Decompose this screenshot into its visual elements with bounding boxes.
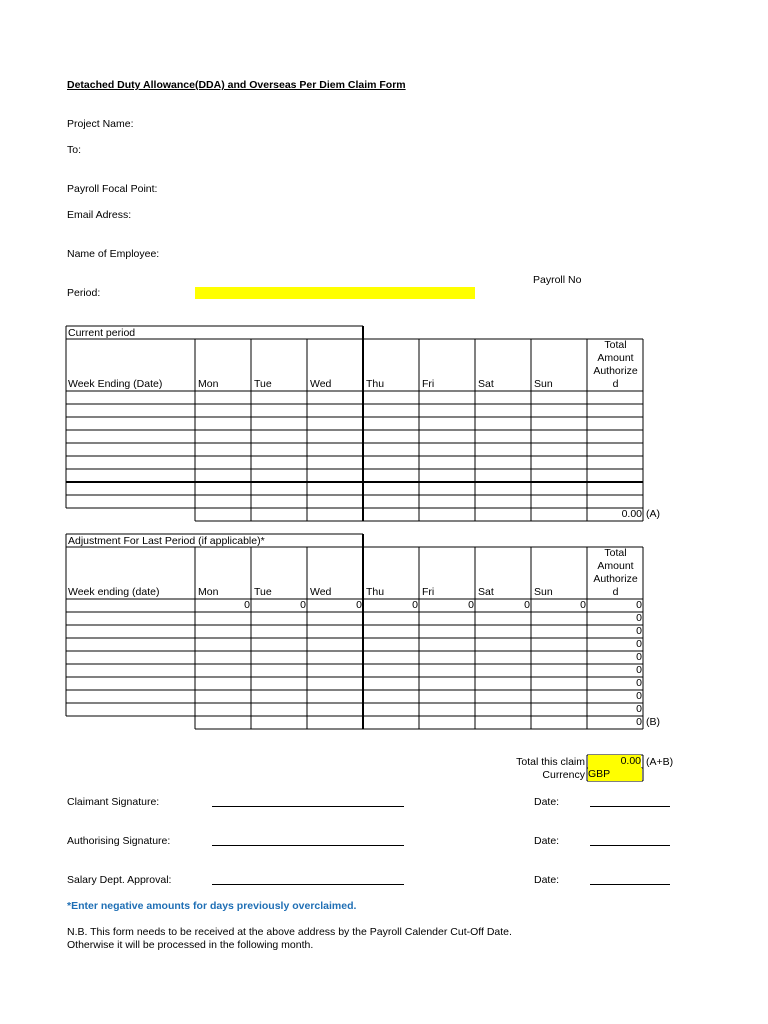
- current-header-sun: Sun: [534, 378, 553, 390]
- claimant-signature-label: Claimant Signature:: [67, 796, 160, 808]
- adjust-header-total-3: Authorize: [593, 573, 638, 585]
- currency-label: Currency: [542, 769, 585, 781]
- claimant-date-line[interactable]: [590, 796, 670, 807]
- adjust-total-row-9: 0: [636, 703, 642, 715]
- current-header-total-1: Total: [604, 339, 627, 351]
- salary-approval-line[interactable]: [212, 874, 404, 885]
- adjust-row1-wed: 0: [356, 599, 362, 611]
- adjust-header-total-4: d: [612, 586, 619, 598]
- current-header-mon: Mon: [198, 378, 219, 390]
- email-address-label: Email Adress:: [67, 209, 132, 221]
- adjust-header-tue: Tue: [254, 586, 272, 598]
- current-total-value: 0.00: [621, 508, 642, 520]
- current-header-wed: Wed: [310, 378, 332, 390]
- adjust-header-total-1: Total: [604, 547, 627, 559]
- current-header-tue: Tue: [254, 378, 272, 390]
- current-total-marker: (A): [646, 508, 660, 520]
- total-claim-marker: (A+B): [646, 756, 674, 768]
- nb-note-line-1: N.B. This form needs to be received at the above address by the Payroll Calender Cut-Off Date.: [67, 926, 512, 938]
- currency-value[interactable]: GBP: [588, 768, 642, 781]
- adjust-header-thu: Thu: [366, 586, 385, 598]
- adjust-total-row-3: 0: [636, 625, 642, 637]
- current-header-total-2: Amount: [597, 352, 634, 364]
- salary-approval-label: Salary Dept. Approval:: [67, 874, 172, 886]
- current-table-caption: Current period: [68, 327, 136, 339]
- adjust-table-caption: Adjustment For Last Period (if applicable)*: [68, 535, 265, 547]
- authorising-signature-line[interactable]: [212, 835, 404, 846]
- payroll-no-label: Payroll No: [533, 274, 582, 286]
- adjust-total-row-7: 0: [636, 677, 642, 689]
- adjust-total-row-1: 0: [636, 599, 642, 611]
- claimant-date-label: Date:: [534, 796, 560, 808]
- adjust-header-mon: Mon: [198, 586, 219, 598]
- adjust-total-row-4: 0: [636, 638, 642, 650]
- adjust-header-sun: Sun: [534, 586, 553, 598]
- authorising-date-label: Date:: [534, 835, 560, 847]
- adjust-row1-tue: 0: [300, 599, 306, 611]
- adjust-row1-sun: 0: [580, 599, 586, 611]
- form-title: Detached Duty Allowance(DDA) and Overseas Per Diem Claim Form: [67, 79, 406, 91]
- authorising-date-line[interactable]: [590, 835, 670, 846]
- current-header-sat: Sat: [478, 378, 494, 390]
- adjust-row1-mon: 0: [244, 599, 250, 611]
- adjust-header-wed: Wed: [310, 586, 332, 598]
- current-header-total-4: d: [612, 378, 619, 390]
- employee-name-label: Name of Employee:: [67, 248, 160, 260]
- adjust-total-row-2: 0: [636, 612, 642, 624]
- total-claim-value: 0.00: [588, 755, 641, 768]
- claimant-signature-line[interactable]: [212, 796, 404, 807]
- nb-note-line-2: Otherwise it will be processed in the following month.: [67, 939, 314, 951]
- adjust-header-total-2: Amount: [597, 560, 634, 572]
- total-claim-label: Total this claim: [516, 756, 585, 768]
- adjust-total-row-10: 0: [636, 716, 642, 728]
- salary-date-label: Date:: [534, 874, 560, 886]
- adjust-header-sat: Sat: [478, 586, 494, 598]
- current-header-thu: Thu: [366, 378, 385, 390]
- payroll-focal-point-label: Payroll Focal Point:: [67, 183, 158, 195]
- current-header-total-3: Authorize: [593, 365, 638, 377]
- current-header-fri: Fri: [422, 378, 435, 390]
- adjust-row1-fri: 0: [468, 599, 474, 611]
- adjust-total-row-5: 0: [636, 651, 642, 663]
- adjust-row1-thu: 0: [412, 599, 418, 611]
- salary-date-line[interactable]: [590, 874, 670, 885]
- project-name-label: Project Name:: [67, 118, 134, 130]
- adjust-header-week: Week ending (date): [68, 586, 160, 598]
- adjust-total-row-6: 0: [636, 664, 642, 676]
- period-input[interactable]: [195, 287, 475, 299]
- adjust-total-row-8: 0: [636, 690, 642, 702]
- negative-amounts-note: *Enter negative amounts for days previously overclaimed.: [67, 900, 357, 912]
- adjust-total-marker: (B): [646, 716, 660, 728]
- period-label: Period:: [67, 287, 101, 299]
- authorising-signature-label: Authorising Signature:: [67, 835, 171, 847]
- adjust-row1-sat: 0: [524, 599, 530, 611]
- to-label: To:: [67, 144, 82, 156]
- current-header-week: Week Ending (Date): [68, 378, 163, 390]
- adjust-header-fri: Fri: [422, 586, 435, 598]
